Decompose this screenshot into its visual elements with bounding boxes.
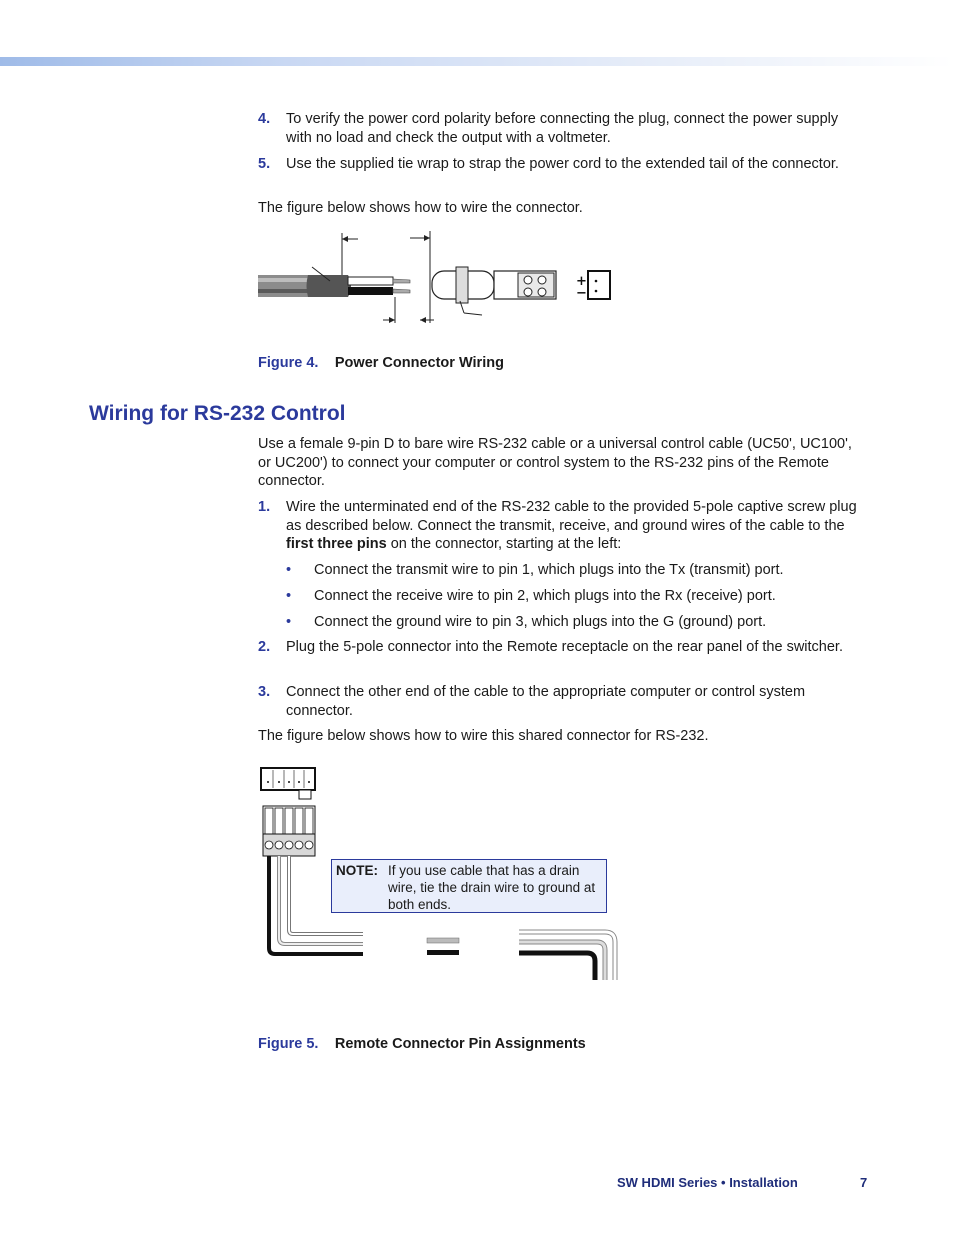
figure5-intro: The figure below shows how to wire this shared connector for RS-232. xyxy=(258,728,709,744)
wire-white xyxy=(348,277,393,285)
step-number: 4. xyxy=(258,111,271,127)
figure4-intro: The figure below shows how to wire the connector. xyxy=(258,200,583,216)
step-text: To verify the power cord polarity before connecting the plug, connect the power supply with no load and check the output with a voltmeter. xyxy=(286,111,839,146)
step-number: 2. xyxy=(258,639,271,655)
step-text: Use the supplied tie wrap to strap the power cord to the extended tail of the connector. xyxy=(286,156,839,172)
bullet-text: Connect the receive wire to pin 2, which plugs into the Rx (receive) port. xyxy=(314,588,776,604)
plus-symbol: + xyxy=(576,274,587,289)
bullet-marker: • xyxy=(286,614,292,630)
figure5-caption xyxy=(258,1035,586,1053)
section-heading: Wiring for RS-232 Control xyxy=(89,402,346,425)
remote-receptacle xyxy=(261,768,315,790)
page-number: 7 xyxy=(860,1175,868,1190)
note-label: NOTE: xyxy=(336,863,378,878)
note-text: If you use cable that has a drain wire, tie the drain wire to ground at both ends. xyxy=(388,863,596,912)
figure4-caption xyxy=(258,354,504,372)
step-text-part: Wire the unterminated end of the RS-232 cable to the provided 5-pole captive screw plug as described below. Connect the transmit, receive, and ground wires of the cable to the xyxy=(286,499,857,534)
step-text: Plug the 5-pole connector into the Remote receptacle on the rear panel of the switcher. xyxy=(286,639,843,655)
heat-shrink xyxy=(307,275,352,297)
step-number: 1. xyxy=(258,499,271,515)
bullet-marker: • xyxy=(286,562,292,578)
bullet-text: Connect the ground wire to pin 3, which plugs into the G (ground) port. xyxy=(314,614,767,630)
figure4-label: Figure 4. xyxy=(258,355,319,371)
wire-black xyxy=(348,287,393,295)
figure4-title: Power Connector Wiring xyxy=(334,355,504,371)
bullet-text: Connect the transmit wire to pin 1, which plugs into the Tx (transmit) port. xyxy=(314,562,784,578)
section-intro: Use a female 9-pin D to bare wire RS-232 cable or a universal control cable (UC50', UC100', or UC200') to connect your computer or control system to the RS-232 pins of the Remote connector. xyxy=(258,436,852,489)
power-connector-diagram xyxy=(250,225,630,330)
step-number: 3. xyxy=(258,684,271,700)
note-box xyxy=(331,859,607,913)
step-text: Connect the other end of the cable to the appropriate computer or control system connector. xyxy=(286,684,806,719)
step-text xyxy=(286,498,866,554)
minus-symbol: − xyxy=(576,286,587,301)
footer-title: SW HDMI Series • Installation xyxy=(617,1175,798,1190)
figure5-label: Figure 5. xyxy=(258,1036,319,1052)
figure5-title: Remote Connector Pin Assignments xyxy=(334,1036,586,1052)
step-number: 5. xyxy=(258,156,271,172)
header-gradient-bar xyxy=(0,57,954,66)
receptacle-icon xyxy=(588,271,610,299)
step-text-part: on the connector, starting at the left: xyxy=(386,536,622,552)
bullet-marker: • xyxy=(286,588,292,604)
step-text-bold: first three pins xyxy=(286,536,387,552)
